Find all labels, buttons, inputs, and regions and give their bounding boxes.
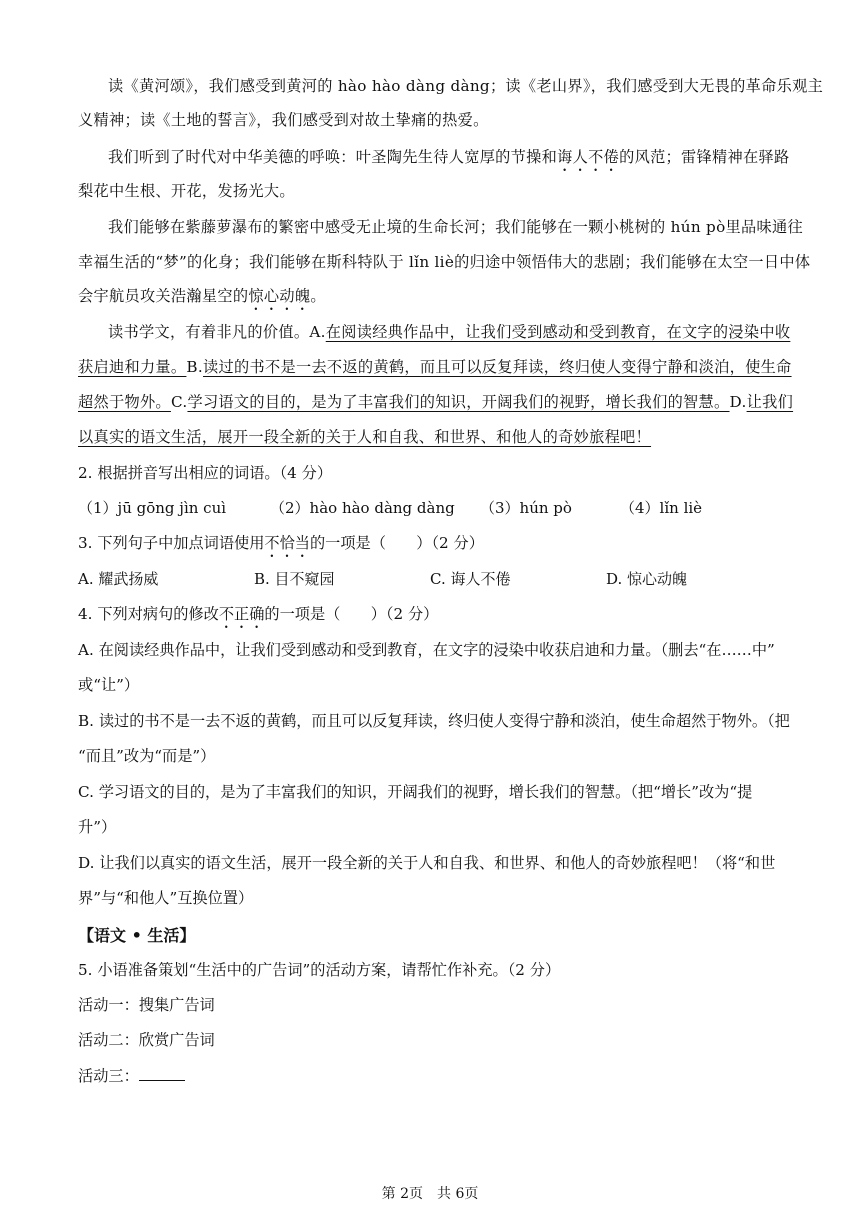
activity-2: 活动二：欣赏广告词 xyxy=(78,1031,215,1049)
underlined-sentence-d: 让我们 xyxy=(746,393,794,411)
q2-option-2: （2）hào hào dàng dàng xyxy=(270,499,455,517)
dotted-phrase: 不正确 xyxy=(218,605,265,623)
question-2-stem: 2. 根据拼音写出相应的词语。（4 分） xyxy=(78,464,333,482)
q4-option-d: D. 让我们以真实的语文生活，展开一段全新的关于人和自我、和世界、和他人的奇妙旅程吧！（将“和世 xyxy=(78,854,776,872)
underlined-sentence-d: 以真实的语文生活，展开一段全新的关于人和自我、和世界、和他人的奇妙旅程吧！ xyxy=(78,428,652,446)
passage-line: 义精神；读《土地的誓言》，我们感受到对故土挚痛的热爱。 xyxy=(78,111,489,129)
question-4-stem xyxy=(78,604,784,632)
dotted-phrase: 诲人不倦 xyxy=(557,148,620,166)
passage-line xyxy=(78,427,784,447)
q4-option-a: A. 在阅读经典作品中，让我们受到感动和受到教育，在文字的浸染中收获启迪和力量。（删去“在……中” xyxy=(78,641,775,659)
text-run: 读书学文，有着非凡的价值。A. xyxy=(108,323,326,341)
text-run: 我们听到了时代对中华美德的呼唤：叶圣陶先生待人宽厚的节操和 xyxy=(108,148,558,166)
underlined-sentence-b: 超然于物外。 xyxy=(78,393,171,411)
q4-option-a-cont: 或“让”） xyxy=(78,676,140,694)
underlined-sentence-b: 读过的书不是一去不返的黄鹤，而且可以反复拜读，终归使人变得宁静和淡泊，使生命 xyxy=(203,358,792,376)
q3-option-d: D. 惊心动魄 xyxy=(606,570,688,588)
sentence-marker: C. xyxy=(170,393,188,411)
passage-line: 读《黄河颂》，我们感受到黄河的 hào hào dàng dàng；读《老山界》，我们感受到大无畏的革命乐观主 xyxy=(108,77,824,95)
answer-blank[interactable] xyxy=(139,1066,185,1081)
section-heading: 【语文 • 生活】 xyxy=(78,926,196,945)
underlined-sentence-a: 获启迪和力量。 xyxy=(78,358,187,376)
text-run: 4. 下列对病句的修改 xyxy=(78,605,219,623)
question-3-stem xyxy=(78,533,784,561)
sentence-marker: B. xyxy=(186,358,204,376)
q2-option-1: （1）jū gōng jìn cuì xyxy=(78,499,227,517)
text-run: 3. 下列句子中加点词语使用 xyxy=(78,534,265,552)
q3-option-c: C. 诲人不倦 xyxy=(430,570,511,588)
q4-option-d-cont: 界”与“和他人”互换位置） xyxy=(78,889,254,907)
passage-line xyxy=(78,357,792,377)
sentence-marker: D. xyxy=(729,393,747,411)
q3-option-a: A. 耀武扬威 xyxy=(78,570,159,588)
passage-line: 我们能够在紫藤萝瀑布的繁密中感受无止境的生命长河；我们能够在一颗小桃树的 hún pò里品味通往 xyxy=(108,218,803,236)
text-run: 会宇航员攻关浩瀚星空的 xyxy=(78,287,249,305)
q2-option-3: （3）hún pò xyxy=(480,499,572,517)
passage-line xyxy=(108,147,814,175)
q4-option-c: C. 学习语文的目的，是为了丰富我们的知识，开阔我们的视野，增长我们的智慧。（把“增长”改为“提 xyxy=(78,783,753,801)
underlined-sentence-a: 在阅读经典作品中，让我们受到感动和受到教育，在文字的浸染中收 xyxy=(325,323,791,341)
q4-option-b-cont: “而且”改为“而是”） xyxy=(78,747,216,765)
page-footer: 第 2页 共 6页 xyxy=(381,1186,479,1202)
q4-option-c-cont: 升”） xyxy=(78,818,117,836)
activity-1: 活动一：搜集广告词 xyxy=(78,996,215,1014)
dotted-phrase: 不恰当 xyxy=(264,534,310,552)
q4-option-b: B. 读过的书不是一去不返的黄鹤，而且可以反复拜读，终归使人变得宁静和淡泊，使生命超然于物外。（把 xyxy=(78,712,790,730)
text-run: 的风范；雷锋精神在驿路 xyxy=(619,148,790,166)
passage-line: 幸福生活的“梦”的化身；我们能够在斯科特队于 lǐn liè的归途中领悟伟大的悲剧；我们能够在太空一日中体 xyxy=(78,253,811,271)
text-run: 的一项是（ ）（2 分） xyxy=(309,534,484,552)
dotted-phrase: 惊心动魄 xyxy=(248,287,311,305)
question-5-stem: 5. 小语准备策划“生活中的广告词”的活动方案，请帮忙作补充。（2 分） xyxy=(78,961,561,979)
q3-option-b: B. 目不窥园 xyxy=(254,570,335,588)
passage-line xyxy=(78,392,794,412)
passage-line xyxy=(78,286,784,314)
passage-line: 梨花中生根、开花，发扬光大。 xyxy=(78,182,295,200)
underlined-sentence-c: 学习语文的目的，是为了丰富我们的知识，开阔我们的视野，增长我们的智慧。 xyxy=(187,393,730,411)
text-run: 活动三： xyxy=(78,1067,139,1085)
text-run: 。 xyxy=(310,287,326,305)
text-run: 的一项是（ ）（2 分） xyxy=(264,605,439,623)
activity-3 xyxy=(78,1066,784,1086)
passage-line xyxy=(108,322,814,342)
q2-option-4: （4）lǐn liè xyxy=(620,499,703,517)
